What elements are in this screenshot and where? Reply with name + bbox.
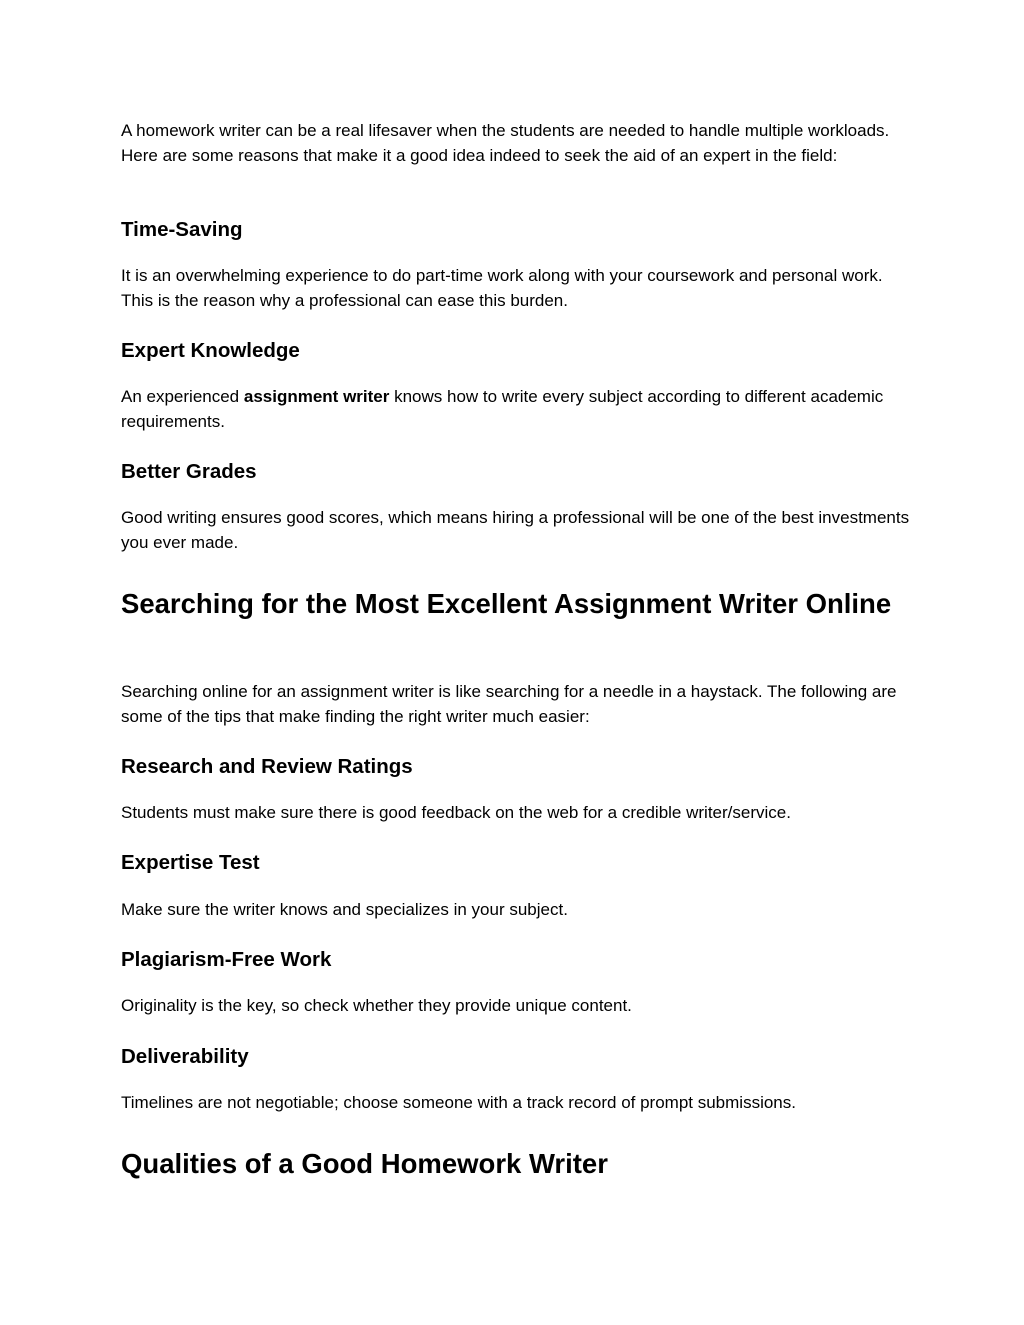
heading-research-review: Research and Review Ratings — [121, 755, 413, 778]
heading-plagiarism-free: Plagiarism-Free Work — [121, 948, 332, 971]
paragraph-time-saving: It is an overwhelming experience to do part-time work along with your coursework and personal work. This is the reason why a professional can ease this burden. — [121, 266, 883, 310]
intro-paragraph: A homework writer can be a real lifesaver when the students are needed to handle multiple workloads. Here are some reasons that make it a good idea indeed to seek the aid of an expert in the field: — [121, 121, 890, 165]
paragraph-research-review: Students must make sure there is good feedback on the web for a credible writer/service. — [121, 803, 791, 822]
paragraph-searching-intro: Searching online for an assignment writer is like searching for a needle in a haystack. The following are some of the tips that make finding the right writer much easier: — [121, 682, 897, 726]
paragraph-expert-knowledge — [121, 385, 911, 434]
paragraph-better-grades: Good writing ensures good scores, which means hiring a professional will be one of the best investments you ever made. — [121, 508, 910, 552]
heading-deliverability: Deliverability — [121, 1045, 249, 1068]
expert-text-before: An experienced — [121, 387, 244, 406]
heading-time-saving: Time-Saving — [121, 218, 243, 241]
expert-text-bold: assignment writer — [243, 387, 390, 406]
heading-expert-knowledge: Expert Knowledge — [121, 339, 300, 362]
expert-text-after: knows how to write every subject according to different academic requirements. — [121, 387, 884, 431]
paragraph-plagiarism-free: Originality is the key, so check whether they provide unique content. — [121, 996, 632, 1015]
heading-expertise-test: Expertise Test — [121, 851, 260, 874]
heading-better-grades: Better Grades — [121, 460, 257, 483]
heading-searching: Searching for the Most Excellent Assignment Writer Online — [121, 588, 892, 619]
paragraph-expertise-test: Make sure the writer knows and specializes in your subject. — [121, 900, 568, 919]
paragraph-deliverability: Timelines are not negotiable; choose someone with a track record of prompt submissions. — [121, 1093, 796, 1112]
heading-qualities: Qualities of a Good Homework Writer — [121, 1148, 608, 1179]
